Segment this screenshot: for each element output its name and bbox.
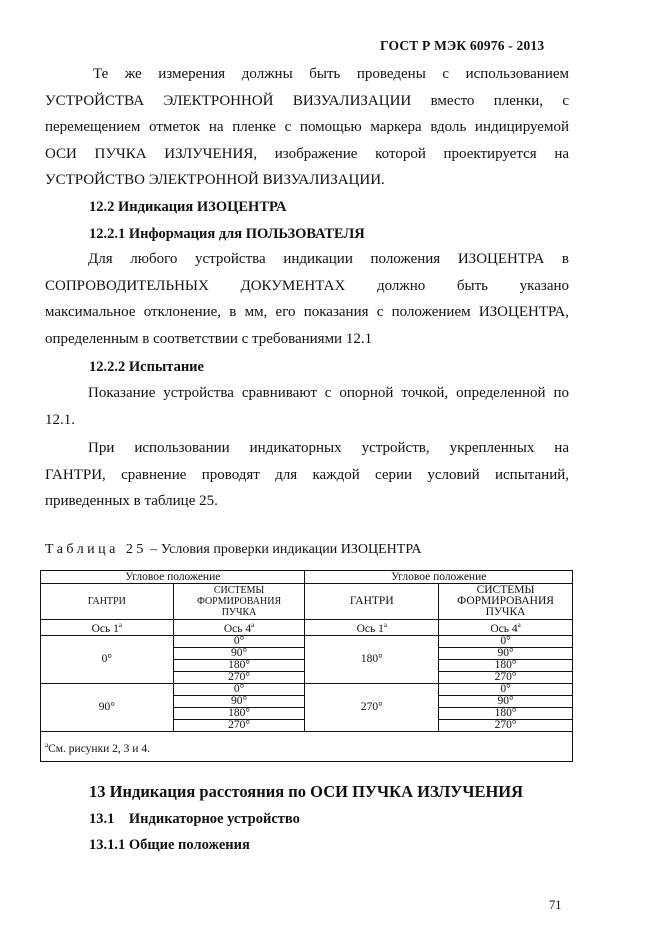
- footnote-mark: a: [383, 621, 387, 629]
- group-header-left: Угловое положение: [41, 571, 305, 584]
- text-line: максимальное отклонение, в мм, его показания с положением ИЗОЦЕНТРА,: [45, 304, 569, 321]
- axis-label: Ось 4: [490, 622, 518, 635]
- angle-cell: 0°: [439, 635, 573, 647]
- paragraph-electronic-imaging: [45, 61, 569, 194]
- footnote-mark: a: [45, 740, 49, 749]
- col-header-gantry-left: ГАНТРИ: [41, 584, 174, 620]
- axis-label: Ось 1: [91, 622, 119, 635]
- table-footnote: [41, 731, 573, 761]
- col-header-gantry-right: ГАНТРИ: [305, 584, 439, 620]
- page-number: 71: [549, 898, 562, 912]
- col-header-line: ПУЧКА: [485, 606, 526, 618]
- text-line: ОСИ ПУЧКА ИЗЛУЧЕНИЯ, изображение которой проектируется на: [45, 145, 569, 162]
- footnote-mark: a: [251, 621, 255, 629]
- angle-cell: 0°: [173, 635, 305, 647]
- text-line: УСТРОЙСТВО ЭЛЕКТРОННОЙ ВИЗУАЛИЗАЦИИ.: [45, 172, 385, 189]
- section-heading-13-1-1: 13.1.1 Общие положения: [89, 837, 250, 853]
- section-heading-12-2-1: 12.2.1 Информация для ПОЛЬЗОВАТЕЛЯ: [89, 226, 365, 242]
- footnote-text: См. рисунки 2, 3 и 4.: [48, 742, 150, 755]
- table-caption: [45, 542, 421, 558]
- group-header-right: Угловое положение: [305, 571, 573, 584]
- angle-cell: 180°: [173, 659, 305, 671]
- text-line: При использовании индикаторных устройств, укрепленных на: [88, 440, 569, 456]
- gantry-angle-cell: 180°: [305, 635, 439, 683]
- text-line: перемещением отметок на пленке с помощью маркера вдоль индицируемой: [45, 119, 569, 136]
- angle-cell: 0°: [173, 683, 305, 695]
- angle-cell: 180°: [173, 707, 305, 719]
- angle-cell: 180°: [439, 659, 573, 671]
- axis-label: Ось 1: [356, 622, 384, 635]
- col-header-line: СИСТЕМЫ: [213, 585, 265, 596]
- angle-cell: 90°: [173, 647, 305, 659]
- angle-cell: 270°: [173, 671, 305, 683]
- section-heading-13: 13 Индикация расстояния по ОСИ ПУЧКА ИЗЛУЧЕНИЯ: [89, 782, 524, 801]
- angle-cell: 270°: [439, 671, 573, 683]
- text-line: УСТРОЙСТВА ЭЛЕКТРОННОЙ ВИЗУАЛИЗАЦИИ вместо пленки, с: [45, 92, 569, 109]
- text-line: Те же измерения должны быть проведены с использованием: [93, 66, 569, 82]
- text-line: определенным в соответствии с требованиями 12.1: [45, 330, 373, 347]
- gantry-angle-cell: 0°: [41, 635, 174, 683]
- paragraph-user-info: [45, 246, 569, 352]
- axis-header: [41, 620, 174, 636]
- gantry-angle-cell: 90°: [41, 683, 174, 731]
- angle-cell: 270°: [173, 719, 305, 731]
- axis-header: [305, 620, 439, 636]
- table-caption-label: Таблица 25: [45, 542, 147, 557]
- angle-cell: 90°: [173, 695, 305, 707]
- axis-header: [173, 620, 305, 636]
- footnote-mark: a: [118, 621, 123, 629]
- col-header-line: ФОРМИРОВАНИЯ: [457, 595, 554, 607]
- col-header-system-right: [439, 584, 573, 620]
- angle-cell: 0°: [439, 683, 573, 695]
- angle-cell: 270°: [439, 719, 573, 731]
- text-line: Показание устройства сравнивают с опорной точкой, определенной по: [88, 385, 569, 401]
- axis-header: [439, 620, 573, 636]
- isocenter-conditions-table: [40, 570, 573, 762]
- document-header: ГОСТ Р МЭК 60976 - 2013: [380, 38, 545, 53]
- section-heading-12-2-2: 12.2.2 Испытание: [89, 359, 204, 375]
- gantry-angle-cell: 270°: [305, 683, 439, 731]
- angle-cell: 90°: [439, 695, 573, 707]
- col-header-system-left: [173, 584, 305, 620]
- paragraph-gantry: [45, 435, 569, 515]
- angle-cell: 90°: [439, 647, 573, 659]
- text-line: СОПРОВОДИТЕЛЬНЫХ ДОКУМЕНТАХ должно быть указано: [45, 277, 569, 294]
- col-header-line: ФОРМИРОВАНИЯ: [196, 596, 282, 607]
- col-header-line: СИСТЕМЫ: [476, 584, 535, 596]
- section-heading-13-1: 13.1 Индикаторное устройство: [89, 811, 300, 827]
- axis-label: Ось 4: [223, 622, 252, 635]
- text-line: Для любого устройства индикации положения ИЗОЦЕНТРА в: [88, 251, 569, 267]
- text-line: ГАНТРИ, сравнение проводят для каждой серии условий испытаний,: [45, 466, 569, 483]
- paragraph-test: [45, 380, 569, 433]
- table-caption-text: – Условия проверки индикации ИЗОЦЕНТРА: [146, 542, 422, 557]
- col-header-line: ПУЧКА: [221, 607, 257, 618]
- text-line: приведенных в таблице 25.: [45, 493, 218, 510]
- angle-cell: 180°: [439, 707, 573, 719]
- section-heading-12-2: 12.2 Индикация ИЗОЦЕНТРА: [89, 199, 287, 215]
- footnote-mark: a: [517, 621, 521, 629]
- text-line: 12.1.: [45, 411, 75, 428]
